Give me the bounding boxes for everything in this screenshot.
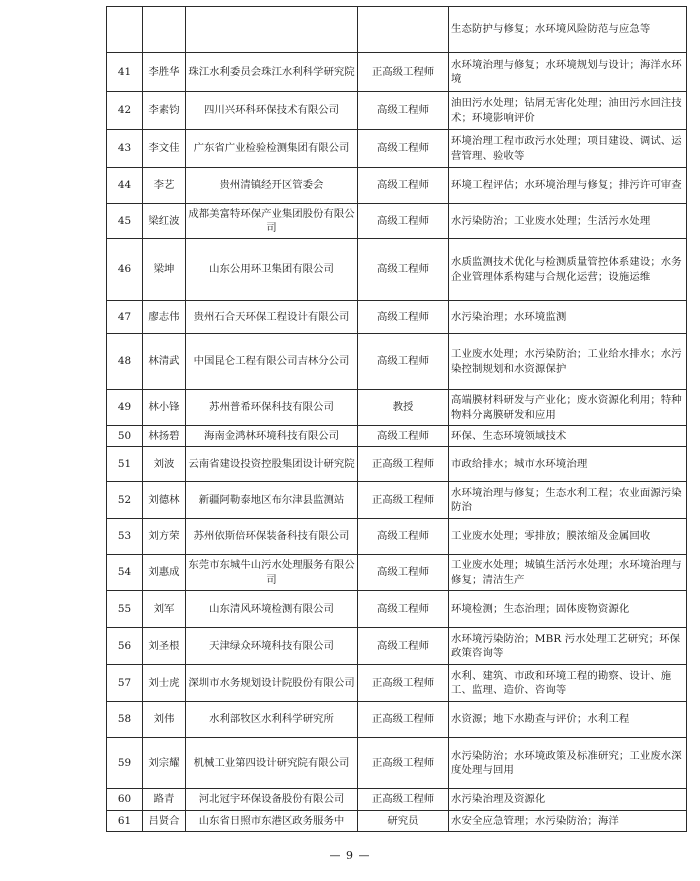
- expert-name-cell: 梁坤: [143, 239, 186, 301]
- professional-title-cell: 高级工程师: [358, 426, 449, 447]
- professional-title-cell: 正高级工程师: [358, 53, 449, 92]
- organization-cell: 河北冠宇环保设备股份有限公司: [186, 789, 358, 811]
- specialty-cell: 高端膜材料研发与产业化；废水资源化利用；特种物料分离膜研发和应用: [449, 390, 687, 426]
- expert-name-cell: 刘波: [143, 447, 186, 482]
- professional-title-cell: 高级工程师: [358, 239, 449, 301]
- table-row: [107, 789, 687, 811]
- row-number-cell: 47: [107, 301, 143, 334]
- row-number-cell: 49: [107, 390, 143, 426]
- row-number-cell: 44: [107, 168, 143, 204]
- professional-title-cell: 正高级工程师: [358, 789, 449, 811]
- table-row: [107, 204, 687, 239]
- row-number-cell: 48: [107, 334, 143, 390]
- organization-cell: 天津绿众环境科技有限公司: [186, 628, 358, 665]
- row-number-cell: 56: [107, 628, 143, 665]
- specialty-cell: 环境检测；生态治理；固体废物资源化: [449, 591, 687, 628]
- row-number-cell: 45: [107, 204, 143, 239]
- table-row: [107, 702, 687, 738]
- table-row: [107, 53, 687, 92]
- specialty-cell: 环保、生态环境领域技术: [449, 426, 687, 447]
- table-row: [107, 482, 687, 519]
- organization-cell: 贵州石合天环保工程设计有限公司: [186, 301, 358, 334]
- row-number-cell: 54: [107, 555, 143, 591]
- professional-title-cell: 高级工程师: [358, 555, 449, 591]
- row-number-cell: 41: [107, 53, 143, 92]
- specialty-cell: 水污染防治；水环境政策及标准研究；工业废水深度处理与回用: [449, 738, 687, 789]
- organization-cell: 中国昆仑工程有限公司吉林分公司: [186, 334, 358, 390]
- organization-cell: 海南金鸿林环境科技有限公司: [186, 426, 358, 447]
- organization-cell: 新疆阿勒泰地区布尔津县监测站: [186, 482, 358, 519]
- expert-name-cell: [143, 7, 186, 53]
- organization-cell: 苏州依斯倍环保装备科技有限公司: [186, 519, 358, 555]
- row-number-cell: 61: [107, 811, 143, 832]
- table-row: [107, 390, 687, 426]
- table-row: [107, 168, 687, 204]
- expert-name-cell: 李素钧: [143, 92, 186, 130]
- table-row: [107, 426, 687, 447]
- expert-roster-table: [106, 6, 687, 832]
- specialty-cell: 工业废水处理；水污染防治；工业给水排水；水污染控制规划和水资源保护: [449, 334, 687, 390]
- specialty-cell: 水污染治理；水环境监测: [449, 301, 687, 334]
- organization-cell: 四川兴环科环保技术有限公司: [186, 92, 358, 130]
- organization-cell: 山东公用环卫集团有限公司: [186, 239, 358, 301]
- organization-cell: [186, 7, 358, 53]
- specialty-cell: 水环境治理与修复；水环境规划与设计；海洋水环境: [449, 53, 687, 92]
- specialty-cell: 油田污水处理；钻屑无害化处理；油田污水回注技术；环境影响评价: [449, 92, 687, 130]
- row-number-cell: 58: [107, 702, 143, 738]
- specialty-cell: 生态防护与修复；水环境风险防范与应急等: [449, 7, 687, 53]
- row-number-cell: 42: [107, 92, 143, 130]
- professional-title-cell: 高级工程师: [358, 628, 449, 665]
- specialty-cell: 水利、建筑、市政和环境工程的勘察、设计、施工、监理、造价、咨询等: [449, 665, 687, 702]
- expert-name-cell: 廖志伟: [143, 301, 186, 334]
- row-number-cell: 51: [107, 447, 143, 482]
- table-row: [107, 130, 687, 168]
- expert-name-cell: 刘伟: [143, 702, 186, 738]
- specialty-cell: 市政给排水；城市水环境治理: [449, 447, 687, 482]
- row-number-cell: 60: [107, 789, 143, 811]
- expert-name-cell: 刘惠成: [143, 555, 186, 591]
- professional-title-cell: 高级工程师: [358, 519, 449, 555]
- roster-body: [107, 7, 687, 832]
- expert-name-cell: 梁红波: [143, 204, 186, 239]
- organization-cell: 深圳市水务规划设计院股份有限公司: [186, 665, 358, 702]
- table-row: [107, 447, 687, 482]
- organization-cell: 成都美富特环保产业集团股份有限公司: [186, 204, 358, 239]
- organization-cell: 广东省广业检验检测集团有限公司: [186, 130, 358, 168]
- expert-name-cell: 刘圣根: [143, 628, 186, 665]
- expert-name-cell: 吕贤合: [143, 811, 186, 832]
- professional-title-cell: 教授: [358, 390, 449, 426]
- row-number-cell: 50: [107, 426, 143, 447]
- professional-title-cell: [358, 7, 449, 53]
- professional-title-cell: 高级工程师: [358, 334, 449, 390]
- table-row: [107, 7, 687, 53]
- specialty-cell: 环境工程评估；水环境治理与修复；排污许可审查: [449, 168, 687, 204]
- professional-title-cell: 高级工程师: [358, 130, 449, 168]
- professional-title-cell: 高级工程师: [358, 92, 449, 130]
- professional-title-cell: 高级工程师: [358, 591, 449, 628]
- professional-title-cell: 正高级工程师: [358, 702, 449, 738]
- row-number-cell: 53: [107, 519, 143, 555]
- expert-name-cell: 刘德林: [143, 482, 186, 519]
- organization-cell: 水利部牧区水利科学研究所: [186, 702, 358, 738]
- table-row: [107, 811, 687, 832]
- table-row: [107, 239, 687, 301]
- table-row: [107, 628, 687, 665]
- professional-title-cell: 正高级工程师: [358, 738, 449, 789]
- professional-title-cell: 高级工程师: [358, 301, 449, 334]
- professional-title-cell: 研究员: [358, 811, 449, 832]
- specialty-cell: 水安全应急管理；水污染防治；海洋: [449, 811, 687, 832]
- expert-name-cell: 刘士虎: [143, 665, 186, 702]
- row-number-cell: 55: [107, 591, 143, 628]
- specialty-cell: 水资源；地下水勘查与评价；水利工程: [449, 702, 687, 738]
- row-number-cell: 46: [107, 239, 143, 301]
- expert-name-cell: 林小锋: [143, 390, 186, 426]
- row-number-cell: 43: [107, 130, 143, 168]
- organization-cell: 贵州清镇经开区管委会: [186, 168, 358, 204]
- organization-cell: 云南省建设投资控股集团设计研究院: [186, 447, 358, 482]
- table-row: [107, 555, 687, 591]
- expert-name-cell: 李文佳: [143, 130, 186, 168]
- organization-cell: 山东清风环境检测有限公司: [186, 591, 358, 628]
- organization-cell: 东莞市东城牛山污水处理服务有限公司: [186, 555, 358, 591]
- organization-cell: 苏州普希环保科技有限公司: [186, 390, 358, 426]
- specialty-cell: 水质监测技术优化与检测质量管控体系建设；水务企业管理体系构建与合规化运营；设施运维: [449, 239, 687, 301]
- expert-name-cell: 刘军: [143, 591, 186, 628]
- professional-title-cell: 正高级工程师: [358, 447, 449, 482]
- expert-name-cell: 李艺: [143, 168, 186, 204]
- professional-title-cell: 高级工程师: [358, 168, 449, 204]
- specialty-cell: 水环境污染防治；MBR 污水处理工艺研究；环保政策咨询等: [449, 628, 687, 665]
- table-row: [107, 301, 687, 334]
- expert-name-cell: 刘方荣: [143, 519, 186, 555]
- expert-name-cell: 林扬碧: [143, 426, 186, 447]
- specialty-cell: 工业废水处理；城镇生活污水处理；水环境治理与修复；清洁生产: [449, 555, 687, 591]
- organization-cell: 珠江水利委员会珠江水利科学研究院: [186, 53, 358, 92]
- organization-cell: 山东省日照市东港区政务服务中: [186, 811, 358, 832]
- organization-cell: 机械工业第四设计研究院有限公司: [186, 738, 358, 789]
- expert-name-cell: 刘宗耀: [143, 738, 186, 789]
- row-number-cell: 52: [107, 482, 143, 519]
- professional-title-cell: 高级工程师: [358, 204, 449, 239]
- row-number-cell: [107, 7, 143, 53]
- row-number-cell: 59: [107, 738, 143, 789]
- page-number: — 9 —: [329, 849, 371, 862]
- professional-title-cell: 正高级工程师: [358, 482, 449, 519]
- table-row: [107, 591, 687, 628]
- expert-name-cell: 路青: [143, 789, 186, 811]
- specialty-cell: 水污染治理及资源化: [449, 789, 687, 811]
- specialty-cell: 水环境治理与修复；生态水利工程；农业面源污染防治: [449, 482, 687, 519]
- specialty-cell: 环境治理工程市政污水处理；项目建设、调试、运营管理、验收等: [449, 130, 687, 168]
- table-row: [107, 519, 687, 555]
- table-row: [107, 92, 687, 130]
- specialty-cell: 工业废水处理；零排放；膜浓缩及金属回收: [449, 519, 687, 555]
- expert-name-cell: 林清武: [143, 334, 186, 390]
- specialty-cell: 水污染防治；工业废水处理；生活污水处理: [449, 204, 687, 239]
- row-number-cell: 57: [107, 665, 143, 702]
- professional-title-cell: 正高级工程师: [358, 665, 449, 702]
- table-row: [107, 665, 687, 702]
- expert-name-cell: 李胜华: [143, 53, 186, 92]
- table-row: [107, 334, 687, 390]
- table-row: [107, 738, 687, 789]
